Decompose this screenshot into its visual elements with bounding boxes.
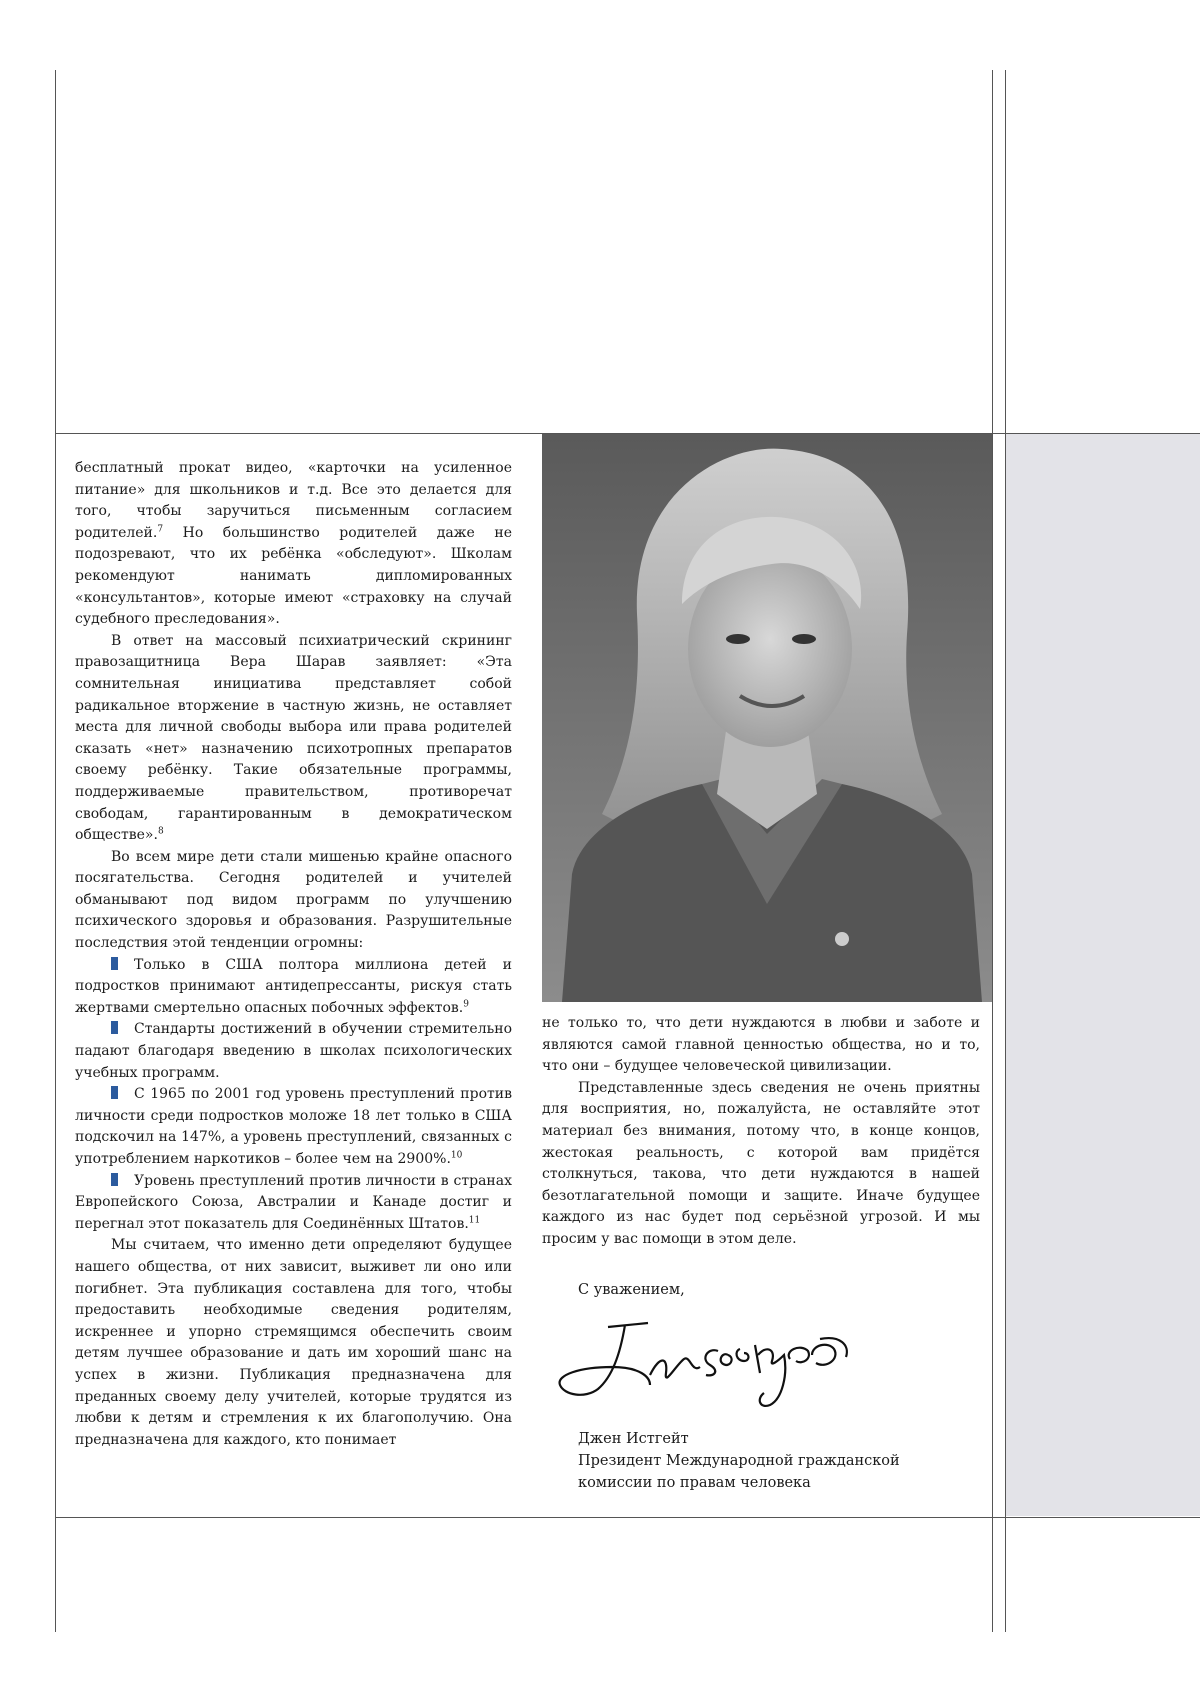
bullet-item-1: Только в США полтора миллиона детей и подростков принимают антидепрессанты, рискуя стать жертвами смертельно опасных побочных эффектов.9 (75, 955, 512, 1020)
paragraph-2: В ответ на массовый психиатрический скрининг правозащитница Вера Шарав заявляет: «Эта сомнительная инициатива представляет собой радикальное вторжение в частную жизнь, не оставляет места для личной свободы выбора или права родителей сказать «нет» назначению психотропных препаратов своему ребёнку. Такие обязательные программы, поддерживаемые правительством, противоречат свободам, гарантированным в демократическом обществе».8 (75, 631, 512, 847)
paragraph-1: бесплатный прокат видео, «карточки на усиленное питание» для школьников и т.д. Все это делается для того, чтобы заручиться письменным согласием родителей.7 Но большинство родителей даже не подозревают, что их ребёнка «обследуют». Школам рекомендуют нанимать дипломированных «консультантов», которые имеют «страховку на случай судебного преследования». (75, 458, 512, 631)
bullet-square-icon (111, 957, 118, 970)
salutation: С уважением, (578, 1279, 685, 1301)
portrait-photo (542, 434, 992, 1002)
right-text-column (542, 1013, 980, 1251)
handwritten-signature (550, 1315, 890, 1415)
bullet-item-2: Стандарты достижений в обучении стремительно падают благодаря введению в школах психологических учебных программ. (75, 1019, 512, 1084)
gray-sidebar-panel (1006, 434, 1200, 1516)
signer-name: Джен Истгейт (578, 1428, 689, 1450)
signer-title-line-1: Президент Международной гражданской (578, 1450, 900, 1472)
footnote-ref-8: 8 (158, 826, 164, 836)
left-margin-rule (55, 70, 56, 1632)
paragraph-3: Во всем мире дети стали мишенью крайне опасного посягательства. Сегодня родителей и учителей обманывают под видом программ по улучшению психического здоровья и образования. Разрушительные последствия этой тенденции огромны: (75, 847, 512, 955)
bullet-square-icon (111, 1173, 118, 1186)
paragraph-4: Мы считаем, что именно дети определяют будущее нашего общества, от них зависит, выживет ли оно или погибнет. Эта публикация составлена для того, чтобы предоставить необходимые сведения родителям, искреннее и упорно стремящимся обеспечить своим детям лучшее образование и дать им хороший шанс на успех в жизни. Публикация предназначена для преданных своему делу учителей, которые трудятся из любви к детям и стремления к их благополучию. Она предназначена для каждого, кто понимает (75, 1235, 512, 1451)
bullet-square-icon (111, 1086, 118, 1099)
footnote-ref-7: 7 (157, 524, 163, 534)
right-paragraph-2: Представленные здесь сведения не очень приятны для восприятия, но, пожалуйста, не оставляйте этот материал без внимания, потому что, в конце концов, жестокая реальность, с которой вам придётся столкнуться, такова, что дети нуждаются в нашей безотлагательной помощи и защите. Иначе будущее каждого из нас будет под серьёзной угрозой. И мы просим у вас помощи в этом деле. (542, 1078, 980, 1251)
portrait-illustration (542, 434, 992, 1002)
signer-title-line-2: комиссии по правам человека (578, 1472, 811, 1494)
right-margin-rule-1 (992, 70, 993, 1632)
bullet-item-3: С 1965 по 2001 год уровень преступлений против личности среди подростков моложе 18 лет только в США подскочил на 147%, а уровень преступлений, связанных с употреблением наркотиков – более чем на 2900%.10 (75, 1084, 512, 1170)
right-paragraph-1: не только то, что дети нуждаются в любви и заботе и являются самой главной ценностью общества, но и то, что они – будущее человеческой цивилизации. (542, 1013, 980, 1078)
bullet-square-icon (111, 1021, 118, 1034)
lower-horizontal-rule (55, 1517, 1200, 1518)
left-text-column (75, 458, 512, 1451)
bullet-item-4: Уровень преступлений против личности в странах Европейского Союза, Австралии и Канаде достиг и перегнал этот показатель для Соединённых Штатов.11 (75, 1171, 512, 1236)
